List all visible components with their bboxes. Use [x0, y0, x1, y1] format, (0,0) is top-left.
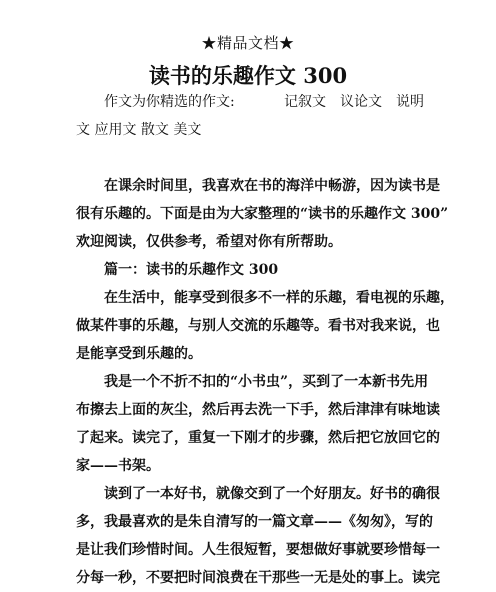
paragraph-line: 读到了一本好书，就像交到了一个好朋友。好书的确很	[104, 486, 440, 502]
paragraph-line: 我是一个不折不扣的“小书虫”，买到了一本新书先用	[104, 374, 429, 390]
category-list	[284, 88, 424, 116]
paragraph-line: 在生活中，能享受到很多不一样的乐趣，看电视的乐趣，	[104, 290, 454, 306]
intro-line-1	[76, 88, 424, 116]
paragraph-line: 很有乐趣的。下面是由为大家整理的“读书的乐趣作文 300”	[76, 206, 449, 222]
paragraph-line: 是能享受到乐趣的。	[76, 346, 202, 362]
category-item: 说明	[396, 94, 424, 110]
intro-line-2: 文 应用文 散文 美文	[76, 122, 202, 138]
paragraph-line: 家——书架。	[76, 458, 160, 474]
document-header: ★精品文档★	[201, 34, 295, 52]
paragraph-line: 了起来。读完了，重复一下刚才的步骤，然后把它放回它的	[76, 430, 440, 446]
paragraph-line: 做某件事的乐趣，与别人交流的乐趣等。看书对我来说，也	[76, 318, 440, 334]
paragraph-line: 分每一秒，不要把时间浪费在干那些一无是处的事上。读完	[76, 570, 440, 586]
paragraph-line: 多，我最喜欢的是朱自清写的一篇文章——《匆匆》，写的	[76, 514, 433, 530]
category-item: 议论文	[340, 94, 382, 110]
article-body	[76, 88, 454, 592]
spacer	[76, 144, 424, 172]
paragraph-line: 欢迎阅读，仅供参考，希望对你有所帮助。	[76, 234, 342, 250]
paragraph-line: 在课余时间里，我喜欢在书的海洋中畅游，因为读书是	[104, 178, 440, 194]
section-title: 篇一：读书的乐趣作文 300	[104, 262, 279, 278]
paragraph-line: 是让我们珍惜时间。人生很短暂，要想做好事就要珍惜每一	[76, 542, 440, 558]
paragraph-line: 布擦去上面的灰尘，然后再去洗一下手，然后津津有味地读	[76, 402, 440, 418]
category-item: 记叙文	[284, 94, 326, 110]
intro-label: 作文为你精选的作文:	[104, 94, 235, 110]
page-title: 读书的乐趣作文 300	[148, 63, 348, 88]
